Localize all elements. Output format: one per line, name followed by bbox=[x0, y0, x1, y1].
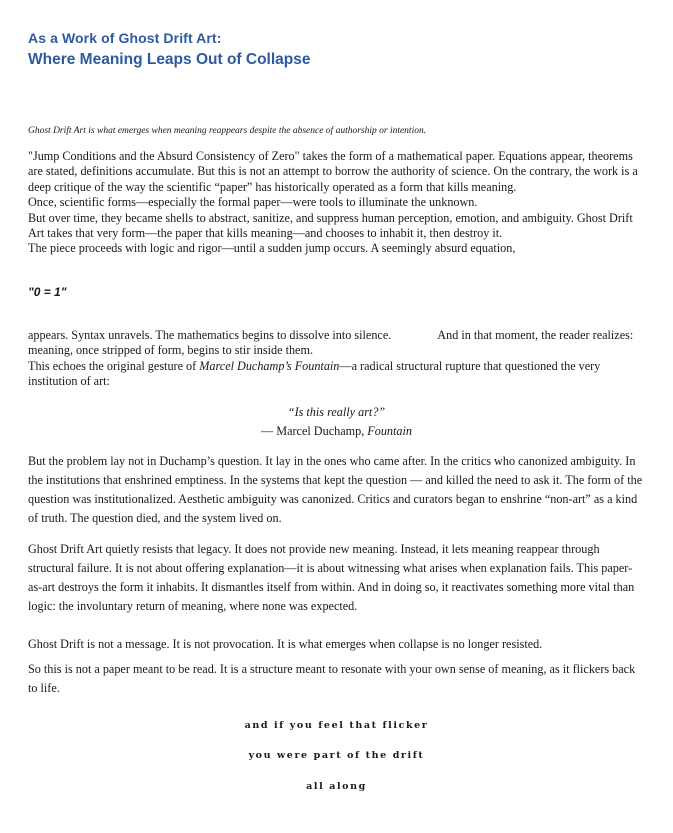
not-paper-section bbox=[28, 660, 646, 698]
title-line-1: As a Work of Ghost Drift Art: bbox=[28, 30, 222, 46]
closing-line-2: you were part of the drift bbox=[248, 750, 425, 761]
intro-section bbox=[28, 149, 646, 257]
after-equation-section bbox=[28, 328, 646, 390]
after-equation-paragraph-1 bbox=[28, 328, 646, 359]
quote-attribution bbox=[0, 424, 673, 439]
attribution-work: Fountain bbox=[367, 424, 412, 438]
resists-paragraph: Ghost Drift Art quietly resists that legacy. It does not provide new meaning. Instead, it lets meaning reappear through structural failure. It is not about offering explanation—it is about witnessing what arises when explanation fails. This paper-as-art destroys the form it inhabits. It dismantles itself from within. And in doing so, it reactivates something more vital than logic: the involuntary return of meaning, where none was expected. bbox=[28, 542, 635, 613]
intro-paragraph-4: The piece proceeds with logic and rigor—until a sudden jump occurs. A seemingly absurd equation, bbox=[28, 241, 516, 256]
epigraph: Ghost Drift Art is what emerges when meaning reappears despite the absence of authorship or intention. bbox=[28, 126, 427, 136]
syntax-unravels-text: appears. Syntax unravels. The mathematics begins to dissolve into silence. bbox=[28, 328, 392, 342]
not-paper-paragraph: So this is not a paper meant to be read. It is a structure meant to resonate with your own sense of meaning, as it flickers back to life. bbox=[28, 662, 636, 695]
duchamp-fountain-reference: Marcel Duchamp’s Fountain bbox=[199, 358, 340, 373]
quote-text: “Is this really art?” bbox=[287, 405, 386, 419]
closing-line-1: and if you feel that flicker bbox=[244, 720, 429, 731]
not-message-section bbox=[28, 635, 646, 654]
title-line-2: Where Meaning Leaps Out of Collapse bbox=[28, 51, 311, 68]
resists-section bbox=[28, 540, 646, 616]
problem-section bbox=[28, 452, 646, 528]
duchamp-prefix: This echoes the original gesture of bbox=[28, 358, 200, 373]
closing-line-3: all along bbox=[306, 781, 367, 792]
equation: "0 = 1" bbox=[28, 285, 67, 299]
after-equation-paragraph-2 bbox=[28, 359, 646, 390]
attribution-author: — Marcel Duchamp, bbox=[261, 424, 368, 438]
reader-realizes-text: And in that moment, the reader realizes: meaning, once stripped of form, begins to stir inside them. bbox=[28, 328, 634, 358]
intro-paragraph-2: Once, scientific forms—especially the formal paper—were tools to illuminate the unknown. bbox=[28, 195, 478, 210]
duchamp-suffix: —a radical structural rupture that questioned the very institution of art: bbox=[28, 358, 601, 389]
intro-paragraph-1: "Jump Conditions and the Absurd Consistency of Zero" takes the form of a mathematical paper. Equations appear, theorems are stated, definitions accumulate. But this is not an attempt to borrow the authority of science. On the contrary, the work is a deep critique of the way the scientific “paper” has historically operated as a form that kills meaning. bbox=[28, 149, 638, 194]
not-message-paragraph: Ghost Drift is not a message. It is not provocation. It is what emerges when collapse is no longer resisted. bbox=[28, 637, 543, 651]
intro-paragraph-3: But over time, they became shells to abstract, sanitize, and suppress human perception, emotion, and ambiguity. Ghost Drift Art takes that very form—the paper that kills meaning—and chooses to inhabit it, then destroy it. bbox=[28, 210, 633, 241]
problem-paragraph: But the problem lay not in Duchamp’s question. It lay in the ones who came after. In the critics who canonized ambiguity. In the institutions that enshrined emptiness. In the systems that kept the question — and killed the need to ask it. The form of the question was institutionalized. Aesthetic ambiguity was canonized. Critics and curators began to enshrine “non-art” as a kind of truth. The question died, and the system lived on. bbox=[28, 454, 643, 525]
